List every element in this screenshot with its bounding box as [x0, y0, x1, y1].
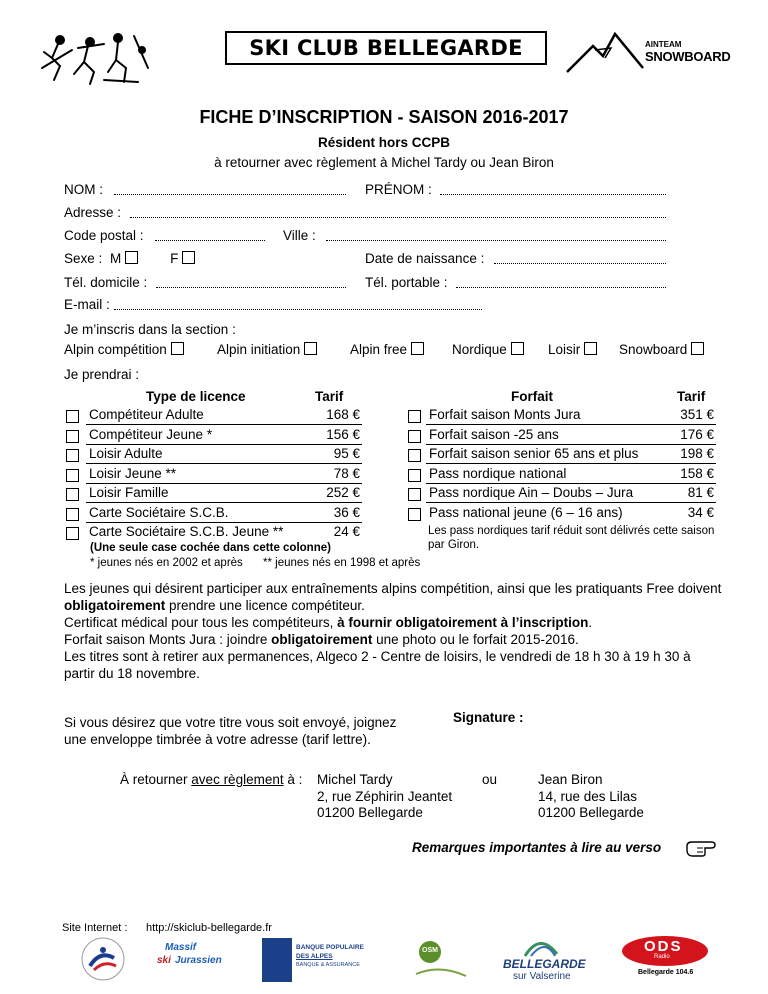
snowboard-text: SNOWBOARD — [645, 49, 731, 64]
forfait-checkbox[interactable] — [408, 430, 421, 443]
forfait-row-divider — [426, 424, 716, 425]
section-intro: Je m’inscris dans la section : — [64, 322, 236, 337]
tel-portable-label: Tél. portable : — [365, 275, 448, 290]
licence-label: Compétiteur Adulte — [89, 407, 204, 422]
licence-row-divider — [86, 522, 362, 523]
sexe-label — [64, 251, 195, 266]
licence-checkbox[interactable] — [66, 449, 79, 462]
section-loisir[interactable] — [548, 342, 597, 357]
signature-label: Signature : — [453, 710, 524, 725]
site-label: Site Internet : — [62, 922, 128, 934]
ainteam-snowboard-logo — [565, 28, 731, 78]
forfait-price: 351 € — [680, 407, 714, 422]
licence-checkbox[interactable] — [66, 527, 79, 540]
club-name-box — [225, 31, 547, 65]
licence-checkbox[interactable] — [66, 469, 79, 482]
licence-checkbox[interactable] — [66, 508, 79, 521]
section-nordique[interactable] — [452, 342, 524, 357]
forfait-price: 198 € — [680, 446, 714, 461]
section-alpin-free[interactable] — [350, 342, 424, 357]
licence-price: 168 € — [326, 407, 360, 422]
forfait-price: 81 € — [687, 485, 714, 500]
ainteam-text: AINTEAM — [645, 40, 682, 49]
forfait-label: Pass nordique national — [429, 465, 567, 481]
info-p1: Les jeunes qui désirent participer aux entraînements alpins compétition, ainsi que les pratiquants Free doivent obligatoirement prendre une licence compétiteur. — [64, 581, 722, 613]
adresse-field[interactable] — [130, 217, 666, 218]
licence-checkbox[interactable] — [66, 410, 79, 423]
return-instruction: à retourner avec règlement à Michel Tardy ou Jean Biron — [214, 155, 554, 170]
adresse-label: Adresse : — [64, 205, 122, 220]
date-naissance-label: Date de naissance : — [365, 251, 485, 266]
licence-header-type: Type de licence — [146, 389, 246, 404]
licence-label: Carte Sociétaire S.C.B. Jeune ** — [89, 524, 284, 539]
forfait-price: 34 € — [687, 504, 714, 520]
alpin-competition-checkbox[interactable] — [171, 342, 184, 355]
bellegarde-valserine-logo: BELLEGARDE sur Valserine — [495, 928, 585, 986]
licence-checkbox[interactable] — [66, 488, 79, 501]
tel-domicile-label: Tél. domicile : — [64, 275, 148, 290]
massif-jurassien-logo: Massif ski Jurassien — [157, 942, 222, 966]
skiers-logo — [38, 28, 158, 88]
forfait-label: Forfait saison senior 65 ans et plus — [429, 446, 639, 461]
licence-price: 156 € — [326, 426, 360, 442]
ou-text: ou — [482, 772, 498, 787]
licence-checkbox[interactable] — [66, 430, 79, 443]
pointing-hand-icon — [685, 838, 717, 863]
site-url[interactable]: http://skiclub-bellegarde.fr — [146, 922, 272, 934]
remarques-text: Remarques importantes à lire au verso — [412, 840, 662, 855]
forfait-label: Forfait saison Monts Jura — [429, 407, 581, 422]
sexe-m-checkbox[interactable] — [125, 251, 138, 264]
licence-price: 78 € — [333, 465, 360, 481]
ville-label: Ville : — [283, 228, 316, 243]
section-snowboard[interactable] — [619, 342, 704, 357]
option-label: Alpin initiation — [217, 342, 301, 357]
forfait-header-type: Forfait — [511, 389, 553, 404]
licence-row-divider — [86, 502, 362, 503]
sexe-f-label: F — [170, 251, 179, 266]
ods-radio-logo: ODS Radio Bellegarde 104.6 — [622, 936, 712, 984]
forfait-row-divider — [426, 463, 716, 464]
nom-field[interactable] — [114, 194, 346, 195]
sexe-text: Sexe : — [64, 251, 103, 266]
nom-label: NOM : — [64, 182, 103, 197]
section-alpin-competition[interactable] — [64, 342, 184, 357]
contact-tardy: Michel Tardy 2, rue Zéphirin Jeantet 01200 Bellegarde — [317, 772, 453, 820]
email-label: E-mail : — [64, 297, 110, 312]
section-alpin-initiation[interactable] — [217, 342, 317, 357]
loisir-checkbox[interactable] — [584, 342, 597, 355]
date-naissance-field[interactable] — [494, 263, 666, 264]
forfait-label: Forfait saison -25 ans — [429, 426, 559, 442]
forfait-row-divider — [426, 483, 716, 484]
forfait-checkbox[interactable] — [408, 508, 421, 521]
forfait-label: Pass national jeune (6 – 16 ans) — [429, 504, 623, 520]
ville-field[interactable] — [326, 240, 666, 241]
jeunes-note-2: ** jeunes nés en 1998 et après — [263, 557, 421, 569]
code-postal-field[interactable] — [155, 240, 265, 241]
sexe-m-label: M — [110, 251, 122, 266]
forfait-row-divider — [426, 444, 716, 445]
tel-portable-field[interactable] — [456, 287, 666, 288]
banque-populaire-logo: BANQUE POPULAIRE DES ALPES BANQUE & ASSURANCE — [262, 938, 382, 982]
alpin-initiation-checkbox[interactable] — [304, 342, 317, 355]
licence-row-divider — [86, 424, 362, 425]
option-label: Snowboard — [619, 342, 688, 357]
forfait-label: Pass nordique Ain – Doubs – Jura — [429, 485, 634, 500]
snowboard-checkbox[interactable] — [691, 342, 704, 355]
forfait-price: 158 € — [680, 465, 714, 481]
licence-price: 24 € — [333, 524, 360, 539]
option-label: Alpin free — [350, 342, 408, 357]
jeunes-note-1: * jeunes nés en 2002 et après — [90, 557, 243, 569]
licence-price: 36 € — [333, 504, 360, 520]
forfait-checkbox[interactable] — [408, 469, 421, 482]
retour-label: À retourner avec règlement à : — [120, 772, 303, 787]
licence-row-divider — [86, 444, 362, 445]
tel-domicile-field[interactable] — [156, 287, 346, 288]
osm-logo: OSM — [410, 934, 470, 984]
licence-note: (Une seule case cochée dans cette colonne) — [90, 542, 331, 554]
contact-biron: Jean Biron 14, rue des Lilas 01200 Bellegarde — [538, 772, 644, 820]
licence-label: Carte Sociétaire S.C.B. — [89, 504, 229, 520]
prenom-label: PRÉNOM : — [365, 182, 432, 197]
info-p3: Forfait saison Monts Jura : joindre obligatoirement une photo ou le forfait 2015-2016. — [64, 632, 579, 647]
licence-label: Loisir Adulte — [89, 446, 163, 461]
envoi-text: Si vous désirez que votre titre vous soit envoyé, joignez une enveloppe timbrée à votre adresse (tarif lettre). — [64, 715, 397, 747]
licence-price: 252 € — [326, 485, 360, 500]
option-label: Loisir — [548, 342, 581, 357]
licence-label: Loisir Famille — [89, 485, 169, 500]
option-label: Nordique — [452, 342, 507, 357]
sexe-f-checkbox[interactable] — [182, 251, 195, 264]
info-paragraphs — [64, 580, 724, 682]
prendrai-label: Je prendrai : — [64, 367, 140, 382]
forfait-price: 176 € — [680, 426, 714, 442]
forfait-checkbox[interactable] — [408, 410, 421, 423]
option-label: Alpin compétition — [64, 342, 167, 357]
nordique-checkbox[interactable] — [511, 342, 524, 355]
club-name: SKI CLUB BELLEGARDE — [249, 36, 523, 60]
licence-label: Compétiteur Jeune * — [89, 426, 213, 442]
licence-label: Loisir Jeune ** — [89, 465, 177, 481]
info-p2: Certificat médical pour tous les compétiteurs, à fournir obligatoirement à l’inscription. — [64, 615, 593, 630]
email-field[interactable] — [114, 309, 482, 310]
page-subtitle: Résident hors CCPB — [317, 135, 451, 150]
forfait-checkbox[interactable] — [408, 488, 421, 501]
forfait-row-divider — [426, 502, 716, 503]
licence-row-divider — [86, 483, 362, 484]
page-title: FICHE D’INSCRIPTION - SAISON 2016-2017 — [199, 107, 569, 127]
licence-row-divider — [86, 463, 362, 464]
forfait-checkbox[interactable] — [408, 449, 421, 462]
info-p4: Les titres sont à retirer aux permanences, Algeco 2 - Centre de loisirs, le vendredi de 18 h 30 à 19 h 30 à partir du 18 novembre. — [64, 649, 691, 681]
alpin-free-checkbox[interactable] — [411, 342, 424, 355]
prenom-field[interactable] — [440, 194, 666, 195]
forfait-note: Les pass nordiques tarif réduit sont délivrés cette saison par Giron. — [428, 525, 715, 551]
code-postal-label: Code postal : — [64, 228, 144, 243]
licence-header-tarif: Tarif — [315, 389, 344, 404]
forfait-header-tarif: Tarif — [677, 389, 706, 404]
federation-logo — [80, 936, 126, 982]
licence-price: 95 € — [333, 446, 360, 461]
